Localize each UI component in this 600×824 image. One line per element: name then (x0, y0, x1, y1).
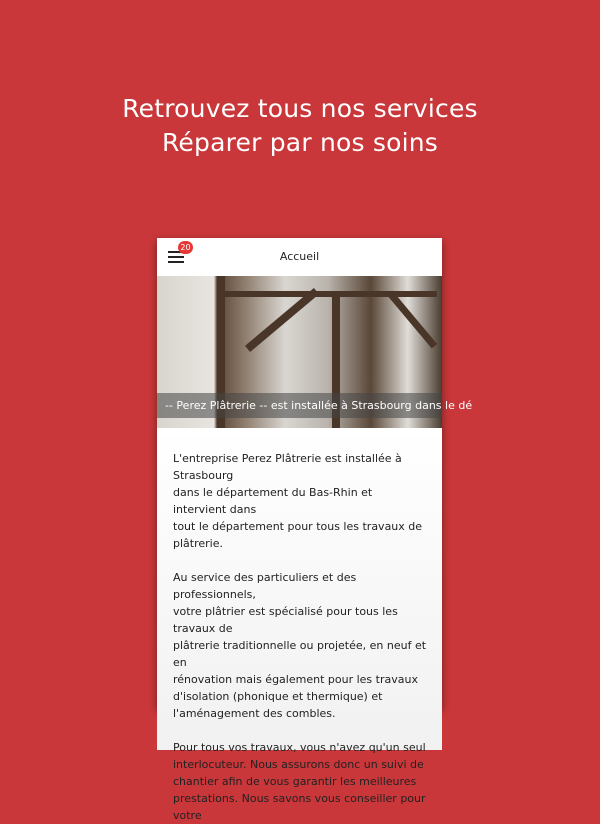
text-line: plâtrerie. (173, 537, 223, 550)
headline-line-1: Retrouvez tous nos services (122, 94, 478, 123)
text-line: chantier afin de vous garantir les meilleures (173, 775, 417, 788)
notification-badge: 20 (178, 241, 193, 254)
text-line: l'aménagement des combles. (173, 707, 336, 720)
text-line: prestations. Nous savons vous conseiller pour votre (173, 792, 426, 822)
intro-paragraph (173, 739, 428, 824)
promo-headline (0, 92, 600, 160)
text-line: interlocuteur. Nous assurons donc un suivi de (173, 758, 424, 771)
text-line: L'entreprise Perez Plâtrerie est installée à Strasbourg (173, 452, 402, 482)
text-line: plâtrerie traditionnelle ou projetée, en neuf et en (173, 639, 427, 669)
phone-screen (157, 238, 473, 822)
hero-image-slider[interactable] (157, 276, 473, 428)
hero-caption: -- Perez Plâtrerie -- est installée à Strasbourg dans le dé (157, 393, 442, 418)
app-header (157, 238, 442, 276)
text-line: Au service des particuliers et des professionnels, (173, 571, 357, 601)
text-line: votre plâtrier est spécialisé pour tous les travaux de (173, 605, 398, 635)
headline-line-2: Réparer par nos soins (161, 128, 438, 157)
intro-text (157, 428, 442, 822)
intro-paragraph (173, 569, 428, 722)
text-line: Pour tous vos travaux, vous n'avez qu'un seul (173, 741, 426, 754)
text-line: tout le département pour tous les travaux de (173, 520, 423, 533)
text-line: dans le département du Bas-Rhin et intervient dans (173, 486, 373, 516)
text-line: d'isolation (phonique et thermique) et (173, 690, 383, 703)
intro-paragraph (173, 450, 428, 552)
page-title: Accueil (279, 250, 320, 263)
text-line: rénovation mais également pour les travaux (173, 673, 418, 686)
